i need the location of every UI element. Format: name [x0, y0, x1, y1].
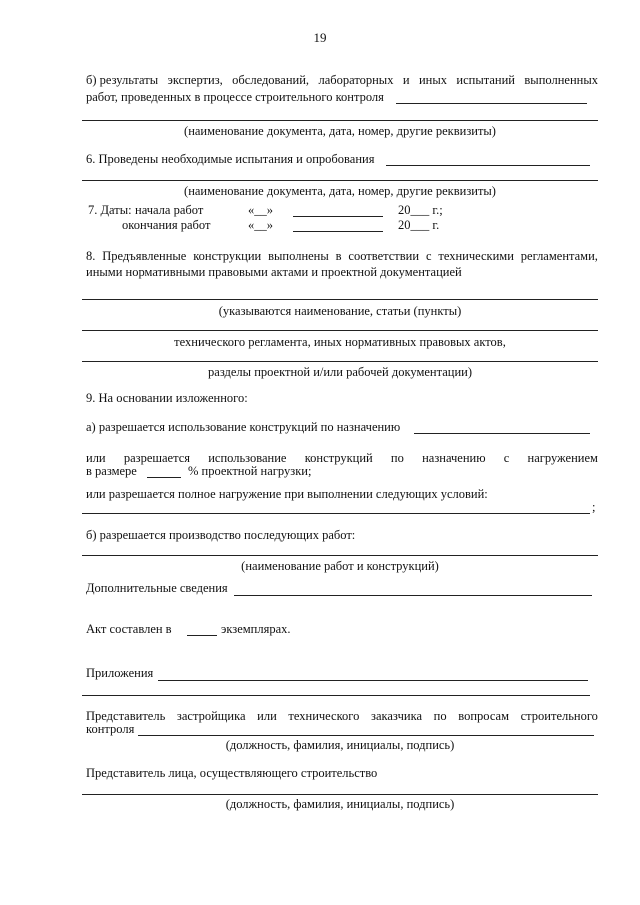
page-number: 19 [313, 30, 327, 45]
b-results-fill-line-2[interactable] [82, 120, 598, 121]
attachments-fill-line[interactable] [158, 680, 588, 681]
word: Представитель [86, 709, 166, 723]
item9-or-suffix: % проектной нагрузки; [188, 464, 312, 478]
word: с [503, 451, 510, 465]
rep-developer-caption: (должность, фамилия, инициалы, подпись) [225, 738, 455, 752]
b-results-caption: (наименование документа, дата, номер, другие реквизиты) [184, 124, 496, 138]
item8-line2: иными нормативными правовыми актами и проектной документацией [86, 265, 462, 279]
item9-semicolon: ; [592, 500, 596, 514]
word: по [433, 709, 447, 723]
item7-end-month-line[interactable] [293, 231, 383, 232]
word: конструкции [193, 249, 262, 263]
word: регламентами, [520, 249, 598, 263]
attachments-label: Приложения [86, 666, 154, 680]
word: технического [288, 709, 360, 723]
word: с [425, 249, 432, 263]
word: в [335, 249, 342, 263]
rep-developer-fill-line[interactable] [138, 735, 594, 736]
word: б) результаты [86, 73, 159, 87]
item7-start-year[interactable]: 20___ г.; [398, 203, 443, 217]
additional-label: Дополнительные сведения [86, 581, 228, 595]
item9-b-caption: (наименование работ и конструкций) [241, 559, 439, 573]
item8-caption-2: технического регламента, иных нормативных правовых актов, [174, 335, 506, 349]
b-results-line2: работ, проведенных в процессе строительного контроля [86, 90, 384, 104]
word: вопросам [458, 709, 509, 723]
word: заказчика [371, 709, 423, 723]
word: или [257, 709, 277, 723]
item9-a-fill-line[interactable] [414, 433, 590, 434]
item6-fill-line-2[interactable] [82, 180, 598, 181]
word: и [402, 73, 410, 87]
item9-b-text: б) разрешается производство последующих работ: [86, 528, 356, 542]
word: иных [418, 73, 448, 87]
rep-builder-fill-line[interactable] [82, 794, 598, 795]
b-results-line1 [86, 73, 598, 88]
copies-suffix: экземплярах. [221, 622, 291, 636]
word: выполненных [524, 73, 598, 87]
word: испытаний [456, 73, 515, 87]
copies-prefix: Акт составлен в [86, 622, 172, 636]
item7-label: 7. Даты: [88, 203, 132, 217]
word: по [390, 451, 404, 465]
b-results-fill-line[interactable] [396, 103, 587, 104]
item8-fill-line-2[interactable] [82, 330, 598, 331]
attachments-fill-line-2[interactable] [82, 695, 590, 696]
item7-end-year[interactable]: 20___ г. [398, 218, 440, 232]
item9-heading: 9. На основании изложенного: [86, 391, 248, 405]
word: использование [208, 451, 287, 465]
item7-end-day[interactable]: «__» [248, 218, 273, 232]
word: 8. [86, 249, 96, 263]
item9-full-load: или разрешается полное нагружение при выполнении следующих условий: [86, 487, 488, 501]
word: нагружением [527, 451, 598, 465]
rep-builder-label: Представитель лица, осуществляющего строительство [86, 766, 378, 780]
word: разрешается [123, 451, 190, 465]
rep-builder-caption: (должность, фамилия, инициалы, подпись) [225, 797, 455, 811]
word: конструкций [304, 451, 373, 465]
rep-developer-line2: контроля [86, 722, 135, 736]
item7-end-label: окончания работ [122, 218, 211, 232]
word: или [86, 451, 106, 465]
word: назначению [422, 451, 486, 465]
word: Предъявленные [102, 249, 187, 263]
item7-start-label: начала работ [135, 203, 204, 217]
additional-fill-line[interactable] [234, 595, 592, 596]
item9-or-line1 [86, 451, 598, 466]
word: техническими [438, 249, 514, 263]
item7-start-month-line[interactable] [293, 216, 383, 217]
copies-count-line[interactable] [187, 635, 217, 636]
item7-start-day[interactable]: «__» [248, 203, 273, 217]
word: экспертиз, [167, 73, 223, 87]
item6-fill-line[interactable] [386, 165, 590, 166]
item8-caption-3: разделы проектной и/или рабочей документации) [208, 365, 472, 379]
word: соответствии [348, 249, 420, 263]
word: обследований, [232, 73, 310, 87]
rep-developer-line1 [86, 709, 598, 724]
item8-line1 [86, 249, 598, 264]
item9-percent-fill-line[interactable] [147, 477, 181, 478]
item8-fill-line-3[interactable] [82, 361, 598, 362]
item9-conditions-fill-line[interactable] [82, 513, 590, 514]
item8-caption-1: (указываются наименование, статьи (пункты) [218, 304, 462, 318]
item9-a-text: а) разрешается использование конструкций по назначению [86, 420, 401, 434]
item6-text: 6. Проведены необходимые испытания и опробования [86, 152, 375, 166]
item9-b-fill-line[interactable] [82, 555, 598, 556]
word: лабораторных [318, 73, 394, 87]
word: застройщика [176, 709, 246, 723]
word: строительного [520, 709, 598, 723]
word: выполнены [268, 249, 329, 263]
item6-caption: (наименование документа, дата, номер, другие реквизиты) [184, 184, 496, 198]
item8-fill-line-1[interactable] [82, 299, 598, 300]
item9-or-prefix: в размере [86, 464, 137, 478]
